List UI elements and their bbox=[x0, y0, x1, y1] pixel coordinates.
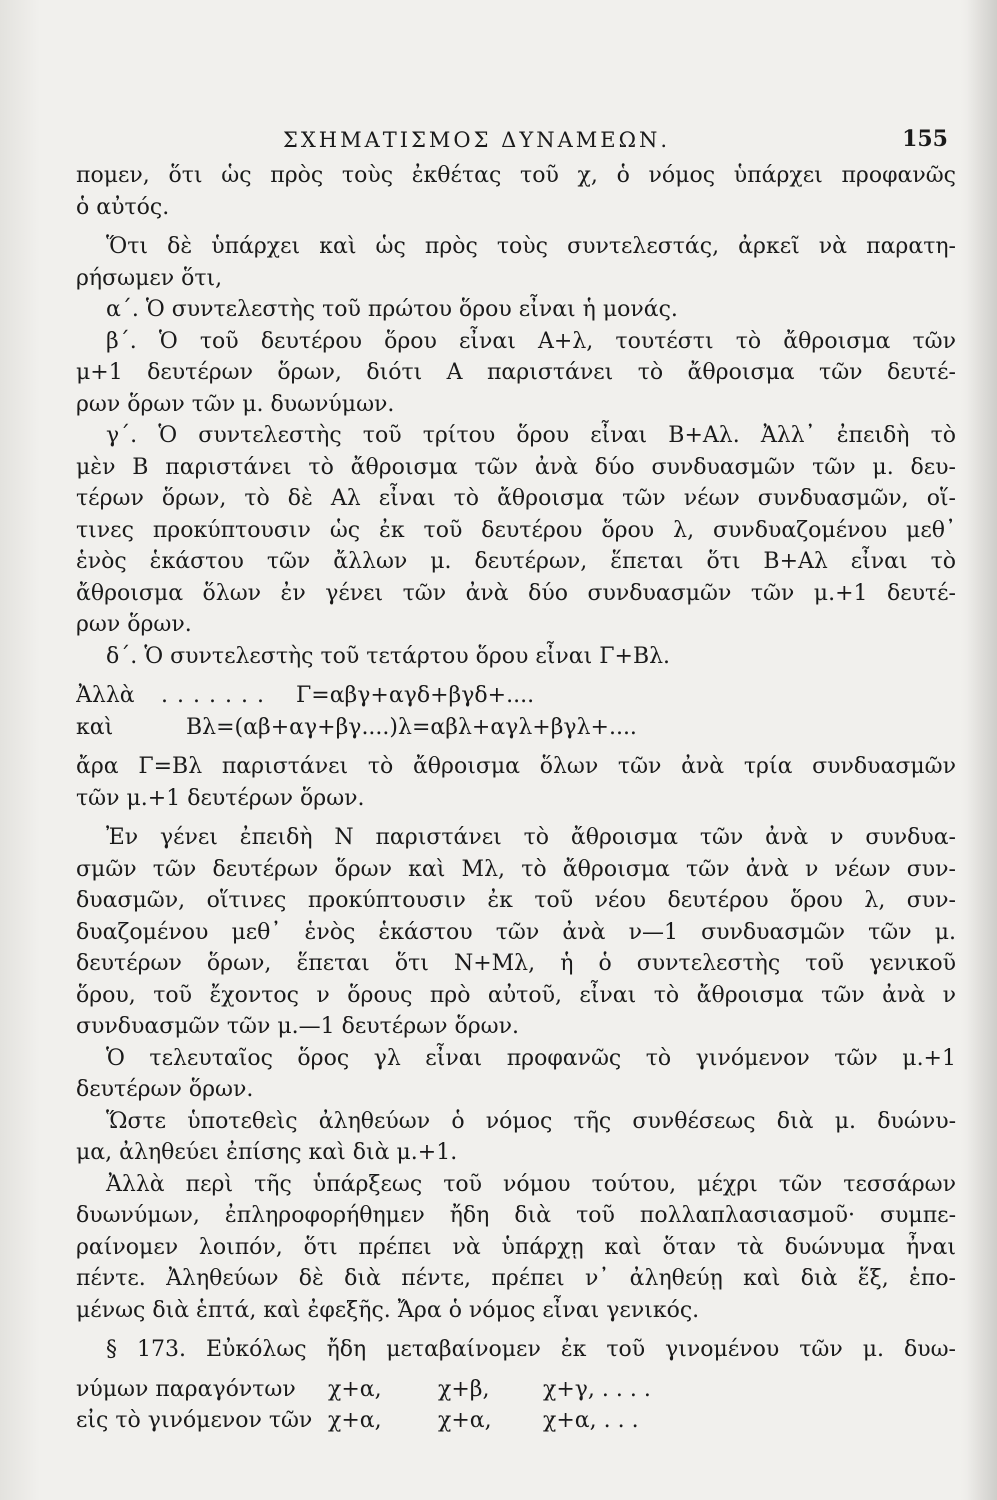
running-title: ΣΧΗΜΑΤΙΣΜΟΣ ΔΥΝΑΜΕΩΝ. bbox=[283, 128, 671, 152]
text-line: συνδυασμῶν τῶν μ.—1 δευτέρων ὅρων. bbox=[76, 1014, 519, 1039]
factor-a: χ+α, bbox=[328, 1376, 382, 1402]
paragraph-start: Ὥστε ὑποτεθεὶς ἀληθεύων ὁ νόμος τῆς συνθέσεως διὰ μ. δυώνυ- bbox=[106, 1108, 956, 1134]
text-line: μένως διὰ ἑπτά, καὶ ἐφεξῆς. Ἄρα ὁ νόμος εἶναι γενικός. bbox=[76, 1297, 700, 1323]
text-line: σμῶν τῶν δευτέρων ὅρων καὶ Μλ, τὸ ἄθροισμα τῶν ἀνὰ ν νέων συν- bbox=[76, 856, 956, 882]
formula-word: καὶ bbox=[76, 714, 114, 740]
text-line: ὅρου, τοῦ ἔχοντος ν ὅρους πρὸ αὐτοῦ, εἶναι τὸ ἄθροισμα τῶν ἀνὰ ν bbox=[76, 982, 956, 1008]
formula-dots: ....... bbox=[161, 683, 273, 708]
factor-row-1 bbox=[76, 1374, 956, 1406]
text-line: ἄρα Γ=Βλ παριστάνει τὸ ἄθροισμα ὅλων τῶν ἀνὰ τρία συνδυασμῶν bbox=[76, 754, 956, 779]
text-line: ὁ αὐτός. bbox=[76, 194, 170, 220]
text-line: ἄθροισμα ὅλων ἐν γένει τῶν ἀνὰ δύο συνδυασμῶν τῶν μ.+1 δευτέ- bbox=[76, 580, 956, 606]
list-item-alpha: α΄. Ὁ συντελεστὴς τοῦ πρώτου ὅρου εἶναι ἡ μονάς. bbox=[106, 297, 678, 322]
text-line: ρων ὅρων. bbox=[76, 612, 192, 637]
paragraph-start: Ἀλλὰ περὶ τῆς ὑπάρξεως τοῦ νόμου τούτου, μέχρι τῶν τεσσάρων bbox=[106, 1171, 956, 1197]
factor-a: χ+α, bbox=[328, 1408, 382, 1433]
factor-row-label: νύμων παραγόντων bbox=[76, 1376, 296, 1402]
text-line: μ+1 δευτέρων ὅρων, διότι Α παριστάνει τὸ ἄθροισμα τῶν δευτέ- bbox=[76, 360, 956, 385]
text-line: μα, ἀληθεύει ἐπίσης καὶ διὰ μ.+1. bbox=[76, 1140, 458, 1165]
text-line: δευτέρων ὅρων, ἕπεται ὅτι Ν+Μλ, ἡ ὁ συντελεστὴς τοῦ γενικοῦ bbox=[76, 951, 956, 976]
text-line: πομεν, ὅτι ὡς πρὸς τοὺς ἐκθέτας τοῦ χ, ὁ νόμος ὑπάρχει προφανῶς bbox=[76, 163, 956, 188]
factor-b: χ+α, bbox=[438, 1408, 492, 1433]
page-header bbox=[78, 128, 948, 158]
factor-c: χ+γ, . . . . bbox=[543, 1376, 651, 1402]
text-line: ἑνὸς ἑκάστου τῶν ἄλλων μ. δευτέρων, ἕπεται ὅτι Β+Αλ εἶναι τὸ bbox=[76, 549, 956, 574]
page-number: 155 bbox=[902, 126, 948, 152]
text-line: ραίνομεν λοιπόν, ὅτι πρέπει νὰ ὑπάρχῃ καὶ ὅταν τὰ δυώνυμα ἦναι bbox=[76, 1234, 956, 1260]
section-173-start: § 173. Εὐκόλως ἤδη μεταβαίνομεν ἐκ τοῦ γινομένου τῶν μ. δυω- bbox=[106, 1337, 956, 1362]
page-body bbox=[76, 160, 956, 1437]
formula-word: Ἀλλὰ bbox=[76, 683, 135, 708]
text-line: τινες προκύπτουσιν ὡς ἐκ τοῦ δευτέρου ὅρου λ, συνδυαζομένου μεθ᾽ bbox=[76, 517, 956, 543]
paragraph-start: Ἐν γένει ἐπειδὴ Ν παριστάνει τὸ ἄθροισμα τῶν ἀνὰ ν συνδυα- bbox=[106, 825, 956, 850]
text-line: ρήσωμεν ὅτι, bbox=[76, 265, 223, 291]
paragraph-start: Ὁ τελευταῖος ὅρος γλ εἶναι προφανῶς τὸ γινόμενον τῶν μ.+1 bbox=[106, 1045, 956, 1071]
text-line: πέντε. Ἀληθεύων δὲ διὰ πέντε, πρέπει ν᾽ ἀληθεύῃ καὶ διὰ ἕξ, ἑπο- bbox=[76, 1266, 956, 1291]
text-line: δυασμῶν, οἵτινες προκύπτουσιν ἐκ τοῦ νέου δευτέρου ὅρου λ, συν- bbox=[76, 888, 956, 913]
formula-line-2 bbox=[76, 712, 956, 744]
formula-line-1 bbox=[76, 680, 956, 712]
text-line: δευτέρων ὅρων. bbox=[76, 1077, 254, 1102]
text-line: τέρων ὅρων, τὸ δὲ Αλ εἶναι τὸ ἄθροισμα τῶν νέων συνδυασμῶν, οἵ- bbox=[76, 486, 956, 511]
text-line: δυαζομένου μεθ᾽ ἑνὸς ἑκάστου τῶν ἀνὰ ν—1 συνδυασμῶν τῶν μ. bbox=[76, 919, 956, 945]
text-line: ρων ὅρων τῶν μ. δυωνύμων. bbox=[76, 391, 395, 417]
factor-b: χ+β, bbox=[438, 1376, 490, 1402]
factor-c: χ+α, . . . bbox=[543, 1408, 639, 1433]
factor-row-label: εἰς τὸ γινόμενον τῶν bbox=[76, 1408, 313, 1433]
text-line: δυωνύμων, ἐπληροφορήθημεν ἤδη διὰ τοῦ πολλαπλασιασμοῦ· συμπε- bbox=[76, 1203, 956, 1228]
formula-expression: Βλ=(αβ+αγ+βγ....)λ=αβλ+αγλ+βγλ+.... bbox=[186, 714, 637, 740]
list-item-beta: β΄. Ὁ τοῦ δευτέρου ὅρου εἶναι Α+λ, τουτέστι τὸ ἄθροισμα τῶν bbox=[106, 328, 956, 354]
text-line: μὲν Β παριστάνει τὸ ἄθροισμα τῶν ἀνὰ δύο συνδυασμῶν τῶν μ. δευ- bbox=[76, 454, 956, 480]
text-line: τῶν μ.+1 δευτέρων ὅρων. bbox=[76, 785, 365, 811]
list-item-delta: δ΄. Ὁ συντελεστὴς τοῦ τετάρτου ὅρου εἶναι Γ+Βλ. bbox=[106, 643, 671, 669]
paragraph-start: Ὅτι δὲ ὑπάρχει καὶ ὡς πρὸς τοὺς συντελεστάς, ἀρκεῖ νὰ παρατη- bbox=[106, 234, 956, 259]
formula-expression: Γ=αβγ+αγδ+βγδ+.... bbox=[296, 683, 535, 708]
list-item-gamma: γ΄. Ὁ συντελεστὴς τοῦ τρίτου ὅρου εἶναι Β+Αλ. Ἀλλ᾽ ἐπειδὴ τὸ bbox=[106, 423, 956, 448]
page-edge-shadow bbox=[967, 0, 997, 1500]
factor-row-2 bbox=[76, 1405, 956, 1437]
